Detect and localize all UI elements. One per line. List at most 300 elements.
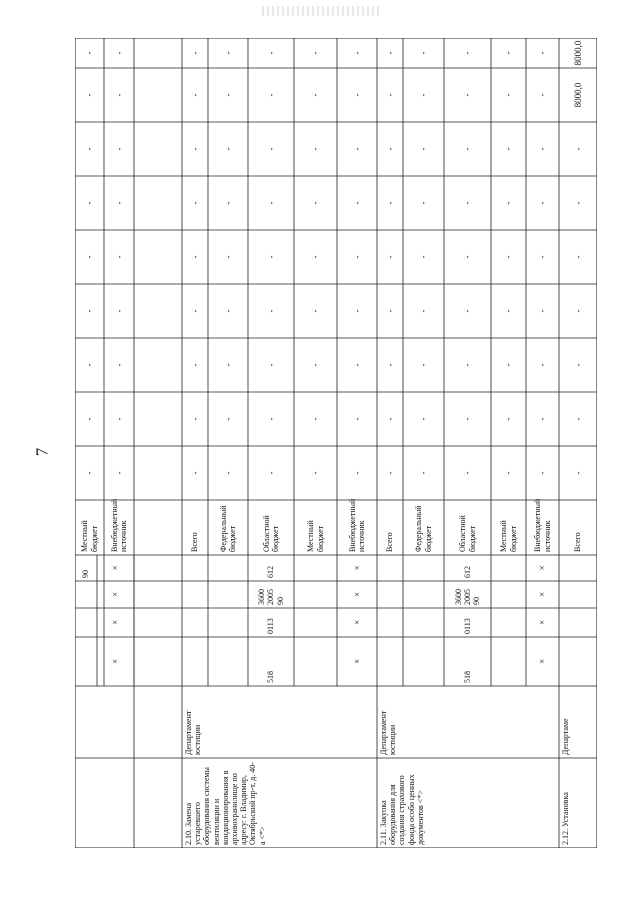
funding-source-text: Внебюджетный источник	[533, 498, 552, 552]
amount-cell-text: -	[265, 471, 276, 475]
amount-cell	[182, 230, 208, 284]
amount-cell	[444, 446, 491, 500]
amount-cell	[444, 68, 491, 122]
amount-cell-text: -	[113, 471, 124, 475]
amount-cell-text: -	[462, 51, 473, 55]
amount-cell	[294, 446, 337, 500]
amount-cell-text: -	[462, 93, 473, 97]
amount-cell	[337, 284, 377, 338]
amount-cell	[337, 122, 377, 176]
funding-source-text: Местный бюджет	[80, 520, 99, 552]
rzpr-code-text: ×	[351, 619, 362, 626]
amount-cell	[248, 122, 294, 176]
amount-cell	[104, 392, 134, 446]
funding-source	[403, 500, 444, 555]
executor-cell-text: Департаме	[561, 718, 570, 755]
funding-source-text: Внебюджетный источник	[347, 498, 366, 552]
amount-cell	[208, 338, 248, 392]
amount-cell	[294, 338, 337, 392]
amount-cell	[491, 284, 526, 338]
amount-cell-text: -	[537, 147, 548, 151]
executor-cell	[377, 686, 559, 758]
amount-cell-text: -	[84, 93, 95, 97]
amount-cell	[337, 38, 377, 68]
amount-cell-text: -	[84, 201, 95, 205]
amount-cell	[444, 284, 491, 338]
amount-cell-text: -	[351, 255, 362, 259]
amount-cell-text: -	[462, 417, 473, 421]
amount-cell-text: -	[572, 309, 583, 313]
amount-cell	[75, 284, 104, 338]
amount-cell-text: -	[113, 255, 124, 259]
amount-cell	[491, 68, 526, 122]
amount-cell-text: -	[265, 255, 276, 259]
amount-cell	[403, 68, 444, 122]
grbs-code	[248, 637, 294, 686]
amount-cell	[403, 176, 444, 230]
amount-cell-text: -	[418, 51, 429, 55]
amount-cell-text: -	[222, 309, 233, 313]
amount-cell	[182, 284, 208, 338]
amount-cell	[182, 392, 208, 446]
amount-cell	[526, 122, 559, 176]
amount-cell-text: 8000,0	[572, 40, 583, 66]
amount-cell-text: -	[84, 417, 95, 421]
amount-cell-text: -	[462, 363, 473, 367]
amount-cell	[526, 446, 559, 500]
amount-cell	[403, 284, 444, 338]
amount-cell	[377, 122, 403, 176]
amount-cell-text: -	[189, 201, 200, 205]
amount-cell-text: -	[384, 255, 395, 259]
amount-cell-text: -	[113, 417, 124, 421]
activity-cell	[377, 758, 559, 848]
amount-cell-text: -	[222, 255, 233, 259]
vr-code-text: ×	[110, 565, 121, 571]
amount-cell	[294, 122, 337, 176]
amount-cell	[403, 446, 444, 500]
grbs-code	[444, 637, 491, 686]
vr-code	[248, 555, 294, 581]
amount-cell	[75, 38, 104, 68]
amount-cell-text: -	[537, 363, 548, 367]
amount-cell-text: -	[113, 309, 124, 313]
amount-cell-text: -	[84, 147, 95, 151]
amount-cell	[526, 176, 559, 230]
amount-cell-text: -	[310, 309, 321, 313]
amount-cell	[337, 176, 377, 230]
amount-cell-text: -	[222, 471, 233, 475]
amount-cell	[491, 38, 526, 68]
amount-cell-text: -	[537, 201, 548, 205]
amount-cell	[208, 446, 248, 500]
csr-code	[337, 581, 377, 608]
amount-cell-text: -	[572, 201, 583, 205]
amount-cell	[491, 230, 526, 284]
amount-cell	[559, 38, 597, 68]
amount-cell-text: -	[462, 147, 473, 151]
amount-cell	[294, 284, 337, 338]
amount-cell-text: -	[537, 255, 548, 259]
amount-cell-text: -	[418, 93, 429, 97]
amount-cell	[208, 68, 248, 122]
amount-cell	[377, 68, 403, 122]
amount-cell	[294, 68, 337, 122]
activity-cell-text: 2.11. Закупка оборудования для создания страхового фонда особо ценных документов <*>	[379, 774, 425, 845]
amount-cell	[377, 176, 403, 230]
amount-cell	[377, 338, 403, 392]
amount-cell	[104, 284, 134, 338]
executor-cell-text: Департамент юстиции	[184, 710, 203, 755]
grbs-code	[97, 637, 134, 686]
funding-source	[75, 500, 104, 555]
rzpr-code	[526, 608, 559, 637]
amount-cell	[248, 392, 294, 446]
amount-cell	[104, 38, 134, 68]
amount-cell-text: -	[84, 309, 95, 313]
funding-source	[104, 500, 134, 555]
amount-cell-text: -	[84, 471, 95, 475]
vr-code-text: 612	[462, 566, 472, 578]
funding-source	[182, 500, 208, 555]
amount-cell	[491, 392, 526, 446]
amount-cell-text: -	[222, 147, 233, 151]
amount-cell	[248, 446, 294, 500]
funding-source	[208, 500, 248, 555]
amount-cell	[337, 446, 377, 500]
amount-cell-text: -	[189, 93, 200, 97]
amount-cell	[208, 284, 248, 338]
activity-cell	[559, 758, 597, 848]
grbs-code	[526, 637, 559, 686]
csr-code-text: ×	[110, 591, 121, 598]
amount-cell-text: -	[503, 201, 514, 205]
amount-cell-text: -	[503, 147, 514, 151]
amount-cell	[444, 392, 491, 446]
amount-cell	[559, 392, 597, 446]
amount-cell	[104, 446, 134, 500]
grbs-code-text: 518	[266, 671, 276, 683]
amount-cell-text: -	[572, 147, 583, 151]
amount-cell-text: -	[503, 255, 514, 259]
amount-cell	[182, 176, 208, 230]
amount-cell-text: -	[384, 309, 395, 313]
funding-source-text: Внебюджетный источник	[109, 498, 128, 552]
amount-cell	[526, 230, 559, 284]
amount-cell-text: -	[503, 471, 514, 475]
amount-cell	[248, 68, 294, 122]
amount-cell	[248, 284, 294, 338]
amount-cell-text: -	[418, 363, 429, 367]
amount-cell-text: -	[222, 417, 233, 421]
amount-cell-text: -	[222, 201, 233, 205]
amount-cell-text: -	[418, 417, 429, 421]
amount-cell-text: -	[503, 417, 514, 421]
amount-cell	[75, 176, 104, 230]
amount-cell-text: -	[418, 309, 429, 313]
amount-cell-text: -	[265, 93, 276, 97]
amount-cell	[559, 122, 597, 176]
amount-cell-text: -	[84, 51, 95, 55]
vr-code	[337, 555, 377, 581]
amount-cell	[559, 176, 597, 230]
amount-cell	[526, 38, 559, 68]
amount-cell-text: -	[189, 309, 200, 313]
amount-cell-text: -	[310, 147, 321, 151]
amount-cell-text: -	[189, 471, 200, 475]
amount-cell-text: -	[418, 255, 429, 259]
amount-cell	[104, 68, 134, 122]
amount-cell-text: -	[265, 309, 276, 313]
amount-cell	[403, 392, 444, 446]
activity-cell	[182, 758, 377, 848]
amount-cell	[182, 68, 208, 122]
amount-cell-text: 8000,0	[572, 82, 583, 108]
amount-cell-text: -	[113, 93, 124, 97]
amount-cell-text: -	[113, 363, 124, 367]
amount-cell	[377, 38, 403, 68]
amount-cell	[559, 230, 597, 284]
amount-cell	[208, 176, 248, 230]
amount-cell	[337, 68, 377, 122]
amount-cell	[491, 176, 526, 230]
amount-cell	[337, 338, 377, 392]
amount-cell-text: -	[572, 471, 583, 475]
amount-cell-text: -	[351, 147, 362, 151]
amount-cell	[248, 230, 294, 284]
csr-code-text: ×	[351, 591, 362, 598]
amount-cell-text: -	[537, 471, 548, 475]
amount-cell-text: -	[572, 363, 583, 367]
page-number: 7	[32, 447, 52, 457]
amount-cell-text: -	[310, 471, 321, 475]
amount-cell-text: -	[222, 93, 233, 97]
vr-code	[526, 555, 559, 581]
grbs-code-text: 518	[462, 671, 472, 683]
amount-cell	[248, 38, 294, 68]
amount-cell	[526, 68, 559, 122]
amount-cell	[403, 38, 444, 68]
rzpr-code-text: 0113	[462, 618, 472, 634]
rzpr-code	[444, 608, 491, 637]
amount-cell-text: -	[462, 201, 473, 205]
amount-cell	[491, 446, 526, 500]
amount-cell-text: -	[310, 363, 321, 367]
funding-source-text: Всего	[573, 532, 583, 552]
amount-cell-text: -	[462, 471, 473, 475]
amount-cell-text: -	[503, 363, 514, 367]
grbs-code-text: ×	[110, 658, 121, 665]
amount-cell	[75, 392, 104, 446]
amount-cell-text: -	[351, 93, 362, 97]
rzpr-code	[97, 608, 134, 637]
amount-cell	[444, 338, 491, 392]
csr-code	[444, 581, 491, 608]
amount-cell-text: -	[503, 309, 514, 313]
amount-cell-text: -	[351, 51, 362, 55]
csr-code	[526, 581, 559, 608]
amount-cell-text: -	[113, 147, 124, 151]
amount-cell-text: -	[384, 363, 395, 367]
funding-source	[444, 500, 491, 555]
amount-cell	[294, 230, 337, 284]
amount-cell-text: -	[310, 51, 321, 55]
amount-cell	[208, 122, 248, 176]
amount-cell	[559, 284, 597, 338]
funding-source-text: Всего	[385, 532, 395, 552]
amount-cell	[559, 338, 597, 392]
amount-cell	[377, 446, 403, 500]
funding-source-text: Местный бюджет	[499, 520, 518, 552]
funding-source	[526, 500, 559, 555]
amount-cell-text: -	[537, 93, 548, 97]
amount-cell	[403, 338, 444, 392]
amount-cell	[75, 68, 104, 122]
amount-cell-text: -	[84, 363, 95, 367]
funding-source-text: Местный бюджет	[306, 520, 325, 552]
vr-code-text: ×	[351, 565, 362, 571]
amount-cell-text: -	[222, 363, 233, 367]
amount-cell-text: -	[310, 417, 321, 421]
amount-cell	[182, 446, 208, 500]
amount-cell	[491, 122, 526, 176]
amount-cell-text: -	[265, 147, 276, 151]
csr-code-text: 3600 2005 90	[257, 589, 285, 605]
grbs-code-text: ×	[351, 658, 362, 665]
amount-cell	[526, 284, 559, 338]
grbs-code-text: ×	[537, 658, 548, 665]
executor-cell-text: Департамент юстиции	[379, 710, 398, 755]
rzpr-code-text: 0113	[266, 618, 276, 634]
amount-cell-text: -	[113, 201, 124, 205]
amount-cell	[491, 338, 526, 392]
vr-code-text: ×	[537, 565, 548, 571]
amount-cell-text: -	[384, 471, 395, 475]
amount-cell-text: -	[265, 363, 276, 367]
executor-cell	[182, 686, 377, 758]
amount-cell-text: -	[265, 417, 276, 421]
amount-cell-text: -	[189, 255, 200, 259]
amount-cell	[248, 176, 294, 230]
amount-cell	[75, 446, 104, 500]
funding-source	[337, 500, 377, 555]
amount-cell-text: -	[351, 309, 362, 313]
amount-cell-text: -	[265, 51, 276, 55]
amount-cell	[559, 68, 597, 122]
amount-cell-text: -	[384, 417, 395, 421]
amount-cell	[75, 122, 104, 176]
amount-cell-text: -	[572, 417, 583, 421]
csr-code-text: 3600 2005 90	[453, 589, 482, 605]
amount-cell-text: -	[384, 147, 395, 151]
amount-cell	[182, 338, 208, 392]
vr-code-text: 612	[266, 566, 276, 578]
amount-cell-text: -	[503, 51, 514, 55]
vr-code-text: 90	[81, 570, 91, 578]
amount-cell	[377, 284, 403, 338]
amount-cell-text: -	[418, 201, 429, 205]
csr-code	[97, 581, 134, 608]
amount-cell-text: -	[189, 51, 200, 55]
amount-cell-text: -	[189, 363, 200, 367]
amount-cell	[182, 122, 208, 176]
amount-cell-text: -	[222, 51, 233, 55]
amount-cell	[248, 338, 294, 392]
amount-cell-text: -	[572, 255, 583, 259]
funding-source-text: Всего	[190, 532, 200, 552]
funding-source	[559, 500, 597, 555]
executor-cell	[559, 686, 597, 758]
amount-cell	[104, 230, 134, 284]
amount-cell-text: -	[84, 255, 95, 259]
amount-cell-text: -	[113, 51, 124, 55]
amount-cell-text: -	[462, 255, 473, 259]
funding-source	[377, 500, 403, 555]
table-cells	[75, 38, 597, 848]
amount-cell	[377, 230, 403, 284]
amount-cell-text: -	[537, 309, 548, 313]
amount-cell-text: -	[537, 51, 548, 55]
amount-cell	[444, 38, 491, 68]
funding-source-text: Федеральный бюджет	[414, 505, 433, 552]
amount-cell	[182, 38, 208, 68]
rzpr-code	[337, 608, 377, 637]
budget-table	[75, 38, 597, 848]
amount-cell-text: -	[462, 309, 473, 313]
amount-cell	[208, 230, 248, 284]
amount-cell	[377, 392, 403, 446]
amount-cell-text: -	[351, 471, 362, 475]
amount-cell	[444, 122, 491, 176]
amount-cell	[526, 338, 559, 392]
rzpr-code-text: ×	[537, 619, 548, 626]
amount-cell	[208, 392, 248, 446]
amount-cell	[444, 230, 491, 284]
funding-source-text: Областной бюджет	[458, 515, 477, 552]
amount-cell	[75, 230, 104, 284]
amount-cell	[526, 392, 559, 446]
scan-artifact	[262, 6, 382, 16]
amount-cell-text: -	[310, 255, 321, 259]
amount-cell-text: -	[351, 363, 362, 367]
funding-source-text: Федеральный бюджет	[218, 505, 237, 552]
csr-code-text: ×	[537, 591, 548, 598]
amount-cell-text: -	[351, 417, 362, 421]
amount-cell-text: -	[189, 417, 200, 421]
csr-code	[248, 581, 294, 608]
funding-source	[248, 500, 294, 555]
activity-cell-text: 2.10. Замена устаревшего оборудования системы вентиляции и кондиционирования в архивохранилище по адресу: г. Владимир, Октябрьский пр-т, д. 40-а <*>	[184, 762, 267, 845]
vr-code	[97, 555, 134, 581]
amount-cell-text: -	[265, 201, 276, 205]
amount-cell	[75, 338, 104, 392]
amount-cell-text: -	[189, 147, 200, 151]
activity-cell-text: 2.12. Установка	[561, 792, 570, 845]
vr-code	[444, 555, 491, 581]
amount-cell	[208, 38, 248, 68]
amount-cell	[104, 338, 134, 392]
amount-cell	[104, 122, 134, 176]
amount-cell-text: -	[418, 147, 429, 151]
amount-cell	[294, 38, 337, 68]
rzpr-code-text: ×	[110, 619, 121, 626]
funding-source	[294, 500, 337, 555]
amount-cell	[444, 176, 491, 230]
amount-cell-text: -	[384, 93, 395, 97]
amount-cell-text: -	[310, 93, 321, 97]
amount-cell-text: -	[537, 417, 548, 421]
amount-cell-text: -	[310, 201, 321, 205]
